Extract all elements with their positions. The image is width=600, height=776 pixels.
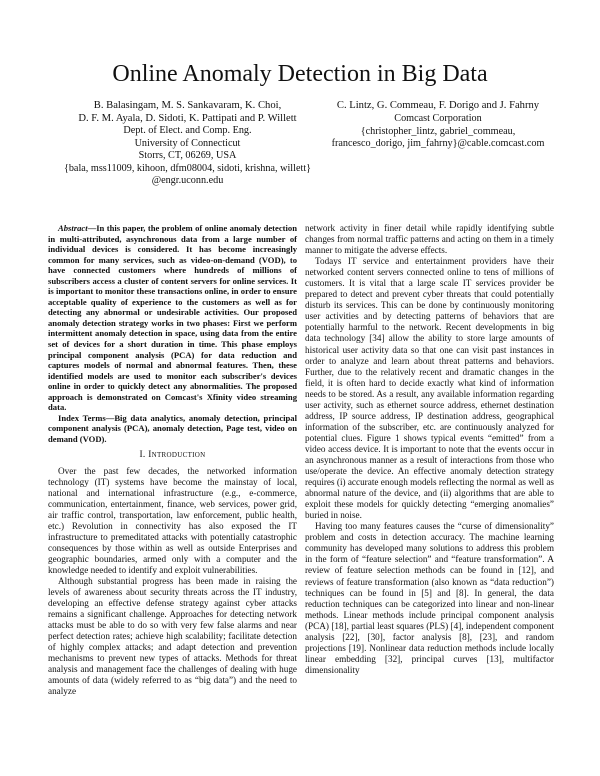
affiliation-location: Storrs, CT, 06269, USA [138, 150, 237, 162]
author-emails-line1: {christopher_lintz, gabriel_commeau, [360, 125, 516, 137]
left-column [48, 223, 297, 698]
index-terms-text: —Big data analytics, anomaly detection, principal component analysis (PCA), anomaly detection, Page test, video on demand (VOD). [48, 412, 297, 444]
author-names-line1: B. Balasingam, M. S. Sankavaram, K. Choi, [93, 100, 282, 111]
affiliation-university: University of Connecticut [134, 137, 241, 149]
section-heading-introduction: I. Introduction [139, 450, 206, 461]
authors-comcast-block [318, 99, 558, 151]
author-emails-line2: @engr.uconn.edu [151, 175, 224, 187]
authors-uconn-block [60, 99, 315, 188]
right-column [305, 223, 554, 676]
paragraph: network activity in finer detail while rapidly identifying subtle changes from normal traffic patterns and acting on them in a timely manner to mitigate the adverse effects. [305, 223, 554, 256]
index-terms-lead: Index Terms [58, 412, 106, 423]
paragraph: Having too many features causes the “curse of dimensionality” problem and costs in detection accuracy. The machine learning community has developed many solutions to address this problem in the form of “feature selection” and “feature transformation”. A review of feature selection methods can be found in [12], and reviews of feature transformation (also known as “data reduction”) techniques can be found in [5] and [8]. In general, the data reduction techniques can be categorized into linear and non-linear methods. Linear methods include principal component analysis (PCA) [18], partial least squares (PLS) [4], independent component analysis [22], [30], factor analysis [8], [23], and random projections [19]. Nonlinear data reduction methods include locally linear embedding [32], principal curves [13], multifactor dimensionality [305, 521, 554, 675]
index-terms [48, 413, 297, 445]
paragraph: Over the past few decades, the networked information technology (IT) systems have become the mainstay of local, national and international infrastructure (e.g., e-commerce, communication, entertainment, finance, web services, power grid, air traffic control, transportation, law enforcement, public health, etc.) Revolution in connectivity has also exposed the IT infrastructure to premeditated attacks with potentially catastrophic consequences by those within as well as outside Enterprises and geographic boundaries, armed only with a computer and the knowledge needed to identify and exploit vulnerabilities. [48, 465, 297, 575]
abstract [48, 223, 297, 413]
affiliation-dept: Dept. of Elect. and Comp. Eng. [123, 125, 252, 136]
author-names-line2: D. F. M. Ayala, D. Sidoti, K. Pattipati and P. Willett [78, 113, 297, 124]
paper-title: Online Anomaly Detection in Big Data [112, 61, 488, 87]
affiliation-company: Comcast Corporation [394, 113, 482, 124]
paragraph: Todays IT service and entertainment providers have their networked content servers connected online to tens of millions of customers. It is vital that a large scale IT services provider be prepared to detect and prevent cyber threats that could potentially disturb its services. This can be done by continuously monitoring user activities and by detecting patterns of behaviors that are potentially harmful to the network. Recent developments in big data technology [34] allow the ability to store large amounts of historical user activity data so that one can visit past instances in order to analyze and learn about threat patterns and behaviors. Further, due to the relatively recent and dramatic changes in the field, it is often hard to decide exactly what kind of information needs to be stored. As a result, any available information regarding user activity, such as ethernet source address, ethernet destination address, IP source address, IP destination address, geographical information of the subscriber, etc. are continuously analyzed for potential clues. Figure 1 shows typical events “emitted” from a video access device. It is important to note that the events occur in an asynchronous manner as a result of interactions from those who use/operate the device. An effective anomaly detection strategy requires (i) accurate enough models reflecting the normal as well as abnormal nature of the device, and (ii) algorithms that are able to exploit these models for quickly detecting “emerging anomalies” buried in noise. [305, 256, 554, 521]
abstract-text: —In this paper, the problem of online anomaly detection in multi-attributed, asynchronous data from a large number of individual devices is considered. It has become increasingly common for many services, such as video-on-demand (VOD), to have connected customers where hundreds of millions of subscribers access a cluster of content servers for online services. It is important to monitor these transactions online, in order to ensure acceptable quality of experience to the customers as well as for detecting any abnormal or undesirable activities. Our proposed anomaly detection strategy works in two phases: First we perform intermittent anomaly detection in space, using data from the entire set of devices for a short duration in time. This phase employs principal component analysis (PCA) for data reduction and captures models of normal and abnormal features. Then, these identified models are used to monitor each subscriber's devices online in order to quickly detect any abnormalities. The proposed approach is demonstrated on Comcast's Xfinity video streaming data. [48, 223, 297, 413]
author-emails-line2: francesco_dorigo, jim_fahrny}@cable.comcast.com [331, 138, 545, 150]
paragraph: Although substantial progress has been made in raising the levels of awareness about security threats across the IT industry, developing an effective defense strategy against cyber attacks remains a significant challenge. Approaches for detecting network attacks must be able to do so with very few false alarms and near perfect detection rates; achieve high scalability; facilitate detection of highly complex attacks; and adapt detection and prevention mechanisms to prevent new types of attacks. Methods for threat analysis and management face the challenges of dealing with huge amounts of data (widely referred to as “big data”) and the need to analyze [48, 576, 297, 697]
author-names: C. Lintz, G. Commeau, F. Dorigo and J. Fahrny [336, 100, 540, 111]
author-emails-line1: {bala, mss11009, kihoon, dfm08004, sidoti, krishna, willett} [63, 162, 312, 174]
abstract-lead: Abstract [58, 223, 88, 233]
